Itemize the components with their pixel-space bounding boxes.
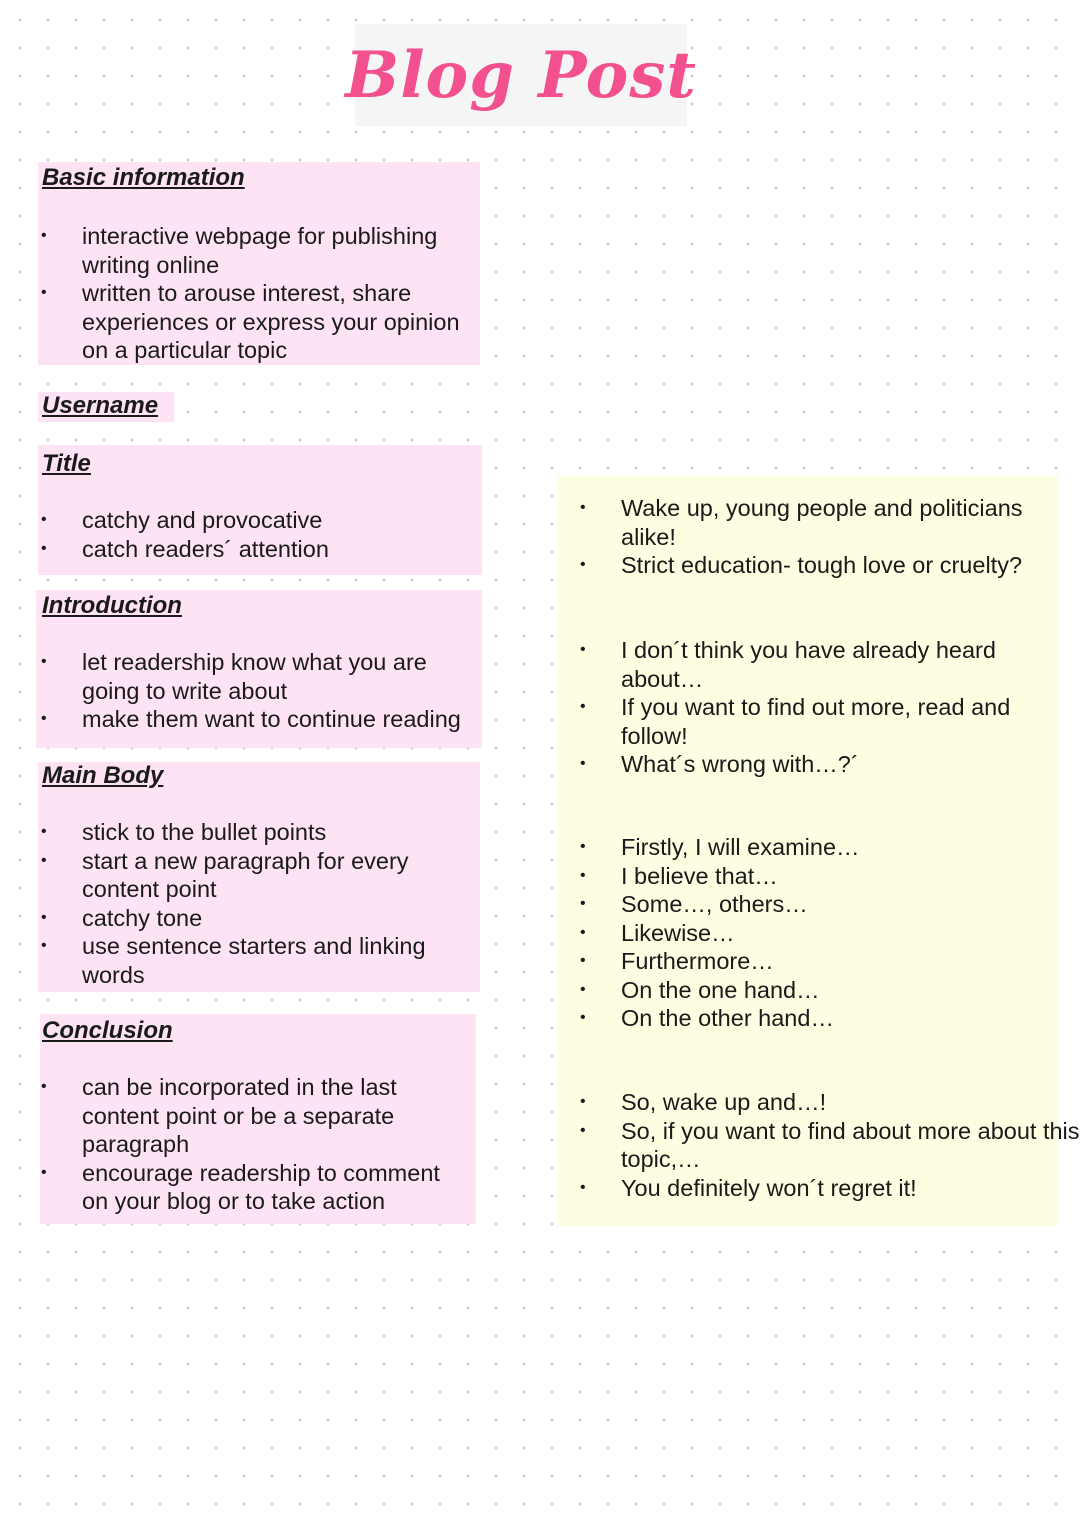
conclusion-list: [38, 1073, 476, 1216]
list-item: • let readership know what you are going to write about: [38, 648, 442, 705]
basic-information-box: [38, 162, 480, 365]
list-item: • encourage readership to comment on your blog or to take action: [38, 1159, 462, 1216]
title-section-heading: Title: [42, 450, 91, 477]
basic-information-heading: Basic information: [42, 164, 245, 191]
list-item: • If you want to find out more, read and follow!: [558, 693, 1051, 750]
title-section-box: [38, 445, 482, 575]
list-item: • catchy and provocative: [38, 506, 482, 535]
list-item: • interactive webpage for publishing writing online: [38, 222, 452, 279]
list-item: • So, if you want to find about more about this topic,…: [558, 1117, 1080, 1174]
introduction-heading: Introduction: [42, 592, 182, 619]
list-item: • So, wake up and…!: [558, 1088, 1058, 1117]
list-item: • can be incorporated in the last content point or be a separate paragraph: [38, 1073, 422, 1159]
conclusion-examples-list: [558, 1088, 1080, 1202]
title-box: [345, 24, 697, 126]
username-box: [38, 392, 174, 422]
list-item: • I don´t think you have already heard about…: [558, 636, 1041, 693]
list-item: • Wake up, young people and politicians alike!: [558, 494, 1061, 551]
list-item: • catch readers´ attention: [38, 535, 482, 564]
list-item: • On the one hand…: [558, 976, 1058, 1005]
list-item: • Strict education- tough love or cruelty?: [558, 551, 1080, 580]
list-item: • What´s wrong with…?´: [558, 750, 1058, 779]
list-item: • On the other hand…: [558, 1004, 1058, 1033]
introduction-examples-list: [558, 636, 1058, 779]
list-item: • start a new paragraph for every content point: [38, 847, 422, 904]
introduction-list: [38, 648, 482, 734]
list-item: • Some…, others…: [558, 890, 1058, 919]
list-item: • make them want to continue reading: [38, 705, 482, 734]
list-item: • stick to the bullet points: [38, 818, 480, 847]
main-body-heading: Main Body: [42, 762, 164, 789]
page-title: Blog Post: [345, 37, 697, 113]
introduction-box: [36, 590, 482, 748]
list-item: • use sentence starters and linking words: [38, 932, 442, 989]
list-item: • Likewise…: [558, 919, 1058, 948]
username-heading: Username: [42, 392, 159, 419]
list-item: • Furthermore…: [558, 947, 1058, 976]
title-examples-list: [558, 494, 1058, 580]
conclusion-box: [40, 1014, 476, 1224]
list-item: • I believe that…: [558, 862, 1058, 891]
title-section-list: [38, 506, 482, 563]
main-body-box: [38, 762, 480, 992]
conclusion-heading: Conclusion: [42, 1017, 173, 1044]
list-item: • You definitely won´t regret it!: [558, 1174, 1058, 1203]
main-body-list: [38, 818, 480, 989]
list-item: • Firstly, I will examine…: [558, 833, 1058, 862]
examples-panel: [558, 476, 1080, 1226]
main-body-examples-list: [558, 833, 1058, 1033]
list-item: • catchy tone: [38, 904, 480, 933]
list-item: • written to arouse interest, share experiences or express your opinion on a particular topic: [38, 279, 472, 365]
basic-information-list: [38, 222, 468, 365]
